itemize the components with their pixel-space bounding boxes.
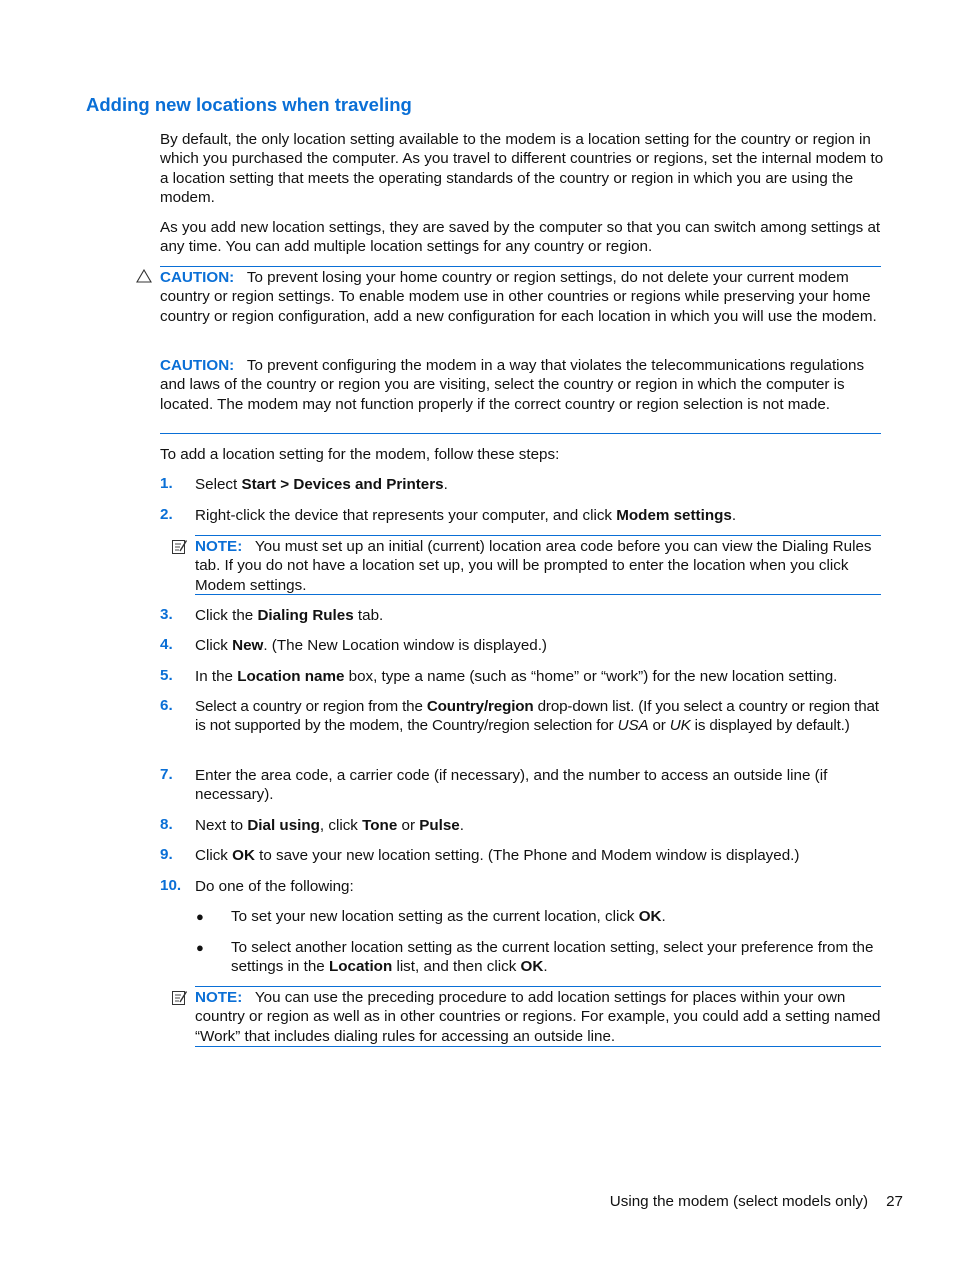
step-text: Select a country or region from the Country/region drop-down list. (If you select a country or region that is not supported by the modem, the Country/region selection for USA or UK is displayed by default.) [195,698,879,735]
step-text: In the Location name box, type a name (such as “home” or “work”) for the new location setting. [195,668,838,685]
page-footer [610,1193,903,1210]
caution-2 [160,356,884,414]
step-text: Enter the area code, a carrier code (if necessary), and the number to access an outside line (if necessary). [195,767,828,804]
step-number: 9. [160,846,173,863]
intro-paragraph-2: As you add new location settings, they are saved by the computer so that you can switch among settings at any time. You can add multiple location settings for any country or region. [160,219,881,256]
caution-label: CAUTION: [160,357,235,374]
caution-1 [160,268,884,326]
note-text: You can use the preceding procedure to add location settings for places within your own country or region as well as in other countries or regions. For example, you could add a setting named “Work” that includes dialing rules for accessing an outside line. [195,989,881,1045]
step-number: 1. [160,475,173,492]
intro-paragraph-1: By default, the only location setting available to the modem is a location setting for the country or region in which you purchased the computer. As you travel to different countries or regions, set the internal modem to a location setting that meets the operating standards of the country or region in which you are using the modem. [160,131,884,206]
step-number: 7. [160,766,173,783]
caution-text: To prevent configuring the modem in a way that violates the telecommunications regulations and laws of the country or region you are visiting, select the country or region in which the computer is located. The modem may not function properly if the correct country or region selection is not made. [160,357,865,413]
step-number: 8. [160,816,173,833]
caution-top-rule [160,266,881,267]
steps-intro: To add a location setting for the modem, follow these steps: [160,446,560,463]
note-top-rule [195,535,881,536]
note-top-rule [195,986,881,987]
note-label: NOTE: [195,989,243,1006]
bullet-glyph: ● [196,940,204,955]
footer-section-title: Using the modem (select models only) [609,1193,869,1210]
step-number: 10. [160,877,182,894]
step-text: Select Start > Devices and Printers. [195,476,448,493]
page-number: 27 [886,1193,903,1210]
note-label: NOTE: [195,538,243,555]
step-text: Next to Dial using, click Tone or Pulse. [195,817,464,834]
note-2 [195,988,885,1046]
bullet-item: To select another location setting as the current location setting, select your preference from the settings in the Location list, and then click OK. [231,939,874,976]
section-heading: Adding new locations when traveling [86,94,412,115]
caution-bottom-rule [160,433,881,434]
step-text: Right-click the device that represents your computer, and click Modem settings. [195,507,737,524]
note-pad-icon [171,989,188,1006]
note-bottom-rule [195,1046,881,1047]
caution-label: CAUTION: [160,269,235,286]
step-number: 3. [160,606,173,623]
step-number: 6. [160,697,173,714]
step-text: Click the Dialing Rules tab. [195,607,384,624]
step-number: 4. [160,636,173,653]
note-pad-icon [171,538,188,555]
bullet-glyph: ● [196,909,204,924]
caution-triangle-icon [136,269,152,283]
bullet-item: To set your new location setting as the current location, click OK. [231,908,666,925]
step-number: 2. [160,506,173,523]
note-text: You must set up an initial (current) location area code before you can view the Dialing Rules tab. If you do not have a location set up, you will be prompted to enter the location when you click Modem settings. [195,538,872,594]
note-bottom-rule [195,594,881,595]
step-number: 5. [160,667,173,684]
note-1 [195,537,885,595]
step-text: Click New. (The New Location window is displayed.) [195,637,547,654]
step-text: Do one of the following: [195,878,354,895]
step-text: Click OK to save your new location setting. (The Phone and Modem window is displayed.) [195,847,800,864]
caution-text: To prevent losing your home country or region settings, do not delete your current modem country or region settings. To enable modem use in other countries or regions while preserving your home country or region configuration, add a new configuration for each location in which you will use the modem. [160,269,877,325]
